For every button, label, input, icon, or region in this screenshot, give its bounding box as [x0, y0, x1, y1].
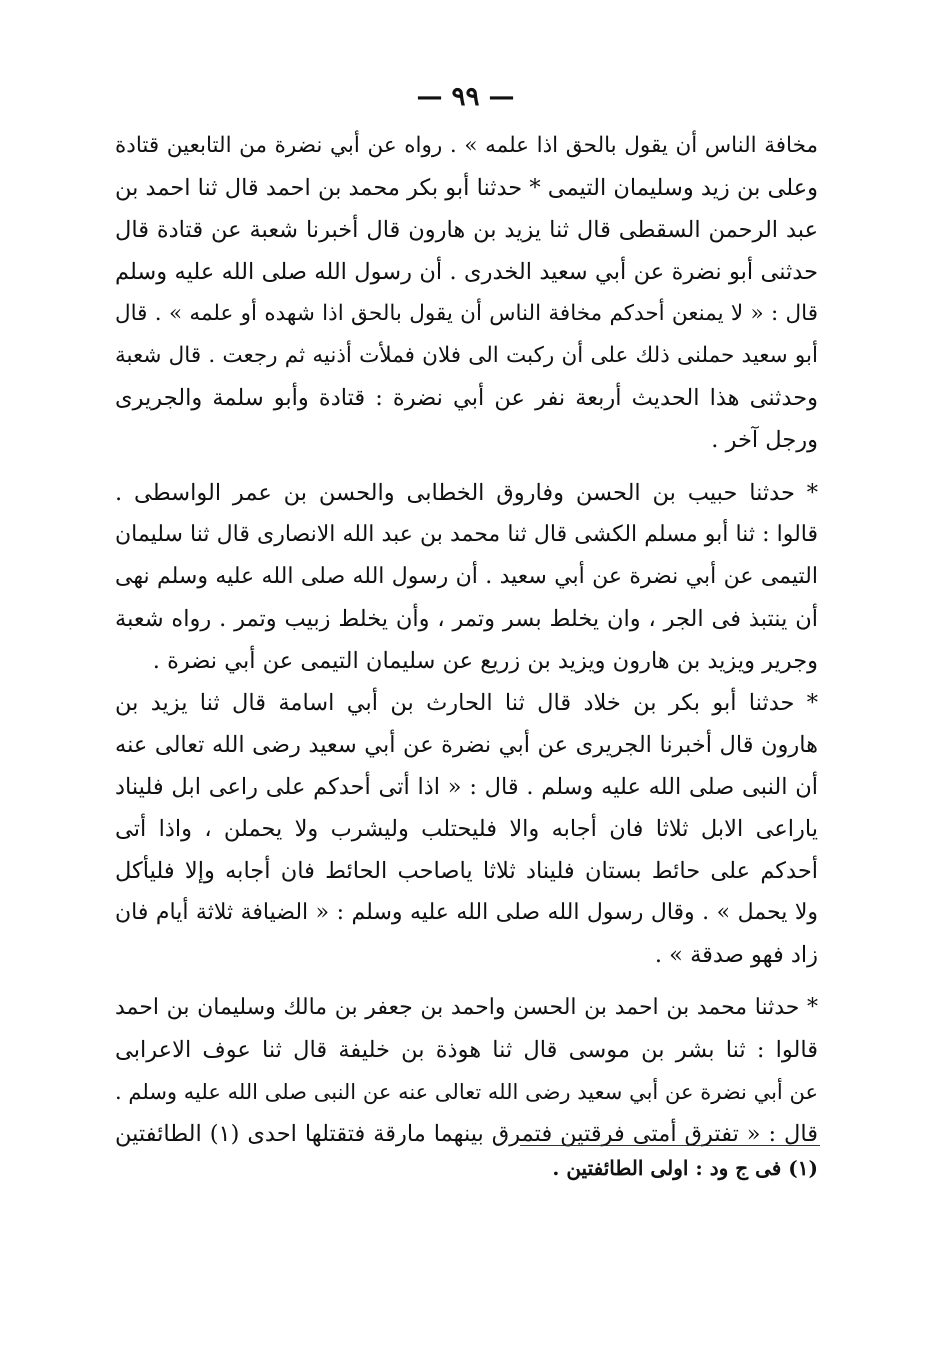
text-line: قالوا : ثنا أبو مسلم الكشى قال ثنا محمد بن عبد الله الانصارى قال ثنا سليمان	[115, 522, 818, 547]
text-line: عبد الرحمن السقطى قال ثنا يزيد بن هارون قال أخبرنا شعبة عن قتادة قال	[115, 217, 818, 243]
text-line: * حدثنا أبو بكر بن خلاد قال ثنا الحارث بن أبي اسامة قال ثنا يزيد بن	[115, 690, 818, 716]
text-line: وجرير ويزيد بن هارون ويزيد بن زريع عن سليمان التيمى عن أبي نضرة .	[152, 648, 818, 674]
page-number: — ٩٩ —	[416, 82, 515, 112]
text-line: أن النبى صلى الله عليه وسلم . قال : « اذا أتى أحدكم على راعى ابل فليناد	[115, 774, 818, 800]
text-line: التيمى عن أبي نضرة عن أبي سعيد . أن رسول الله صلى الله عليه وسلم نهى	[115, 564, 818, 589]
text-line: وعلى بن زيد وسليمان التيمى * حدثنا أبو بكر محمد بن احمد قال ثنا احمد بن	[115, 175, 818, 201]
text-line: ولا يحمل » . وقال رسول الله صلى الله عليه وسلم : « الضيافة ثلاثة أيام فان	[115, 900, 818, 925]
text-line: هارون قال أخبرنا الجريرى عن أبي نضرة عن أبي سعيد رضى الله تعالى عنه	[115, 732, 818, 758]
text-line: قالوا : ثنا بشر بن موسى قال ثنا هوذة بن خليفة قال ثنا عوف الاعرابى	[115, 1037, 818, 1063]
text-line: ورجل آخر .	[711, 427, 818, 453]
text-line: قال : « تفترق أمتى فرقتين فتمرق بينهما مارقة فتقتلها احدى (١) الطائفتين	[115, 1121, 818, 1147]
text-line: قال : « لا يمنعن أحدكم مخافة الناس أن يقول بالحق اذا شهده أو علمه » . قال	[115, 301, 818, 326]
text-line: أن ينتبذ فى الجر ، وان يخلط بسر وتمر ، وأن يخلط زبيب وتمر . رواه شعبة	[115, 606, 818, 632]
text-line: عن أبي نضرة عن أبي سعيد رضى الله تعالى عنه عن النبى صلى الله عليه وسلم .	[115, 1080, 818, 1104]
text-line: زاد فهو صدقة » .	[654, 942, 818, 968]
text-line: مخافة الناس أن يقول بالحق اذا علمه » . رواه عن أبي نضرة من التابعين قتادة	[115, 133, 818, 158]
main-text	[115, 125, 818, 1155]
text-line: ياراعى الابل ثلاثا فان أجابه والا فليحتلب وليشرب ولا يحملن ، واذا أتى	[115, 816, 818, 842]
text-line: * حدثنا حبيب بن الحسن وفاروق الخطابى والحسن بن عمر الواسطى .	[115, 480, 818, 506]
text-line: أحدكم على حائط بستان فليناد ثلاثا ياصاحب الحائط فان أجابه وإلا فليأكل	[115, 858, 818, 884]
text-line: وحدثنى هذا الحديث أربعة نفر عن أبي نضرة : قتادة وأبو سلمة والجريرى	[115, 385, 818, 411]
text-line: أبو سعيد حملنى ذلك على أن ركبت الى فلان فملأت أذنيه ثم رجعت . قال شعبة	[115, 343, 818, 368]
text-line: حدثنى أبو نضرة عن أبي سعيد الخدرى . أن رسول الله صلى الله عليه وسلم	[115, 259, 818, 285]
footnote-divider	[520, 1145, 820, 1146]
text-line: * حدثنا محمد بن احمد بن الحسن واحمد بن جعفر بن مالك وسليمان بن احمد	[115, 995, 818, 1020]
footnote: (١) فى ج ود : اولى الطائفتين .	[552, 1156, 818, 1180]
